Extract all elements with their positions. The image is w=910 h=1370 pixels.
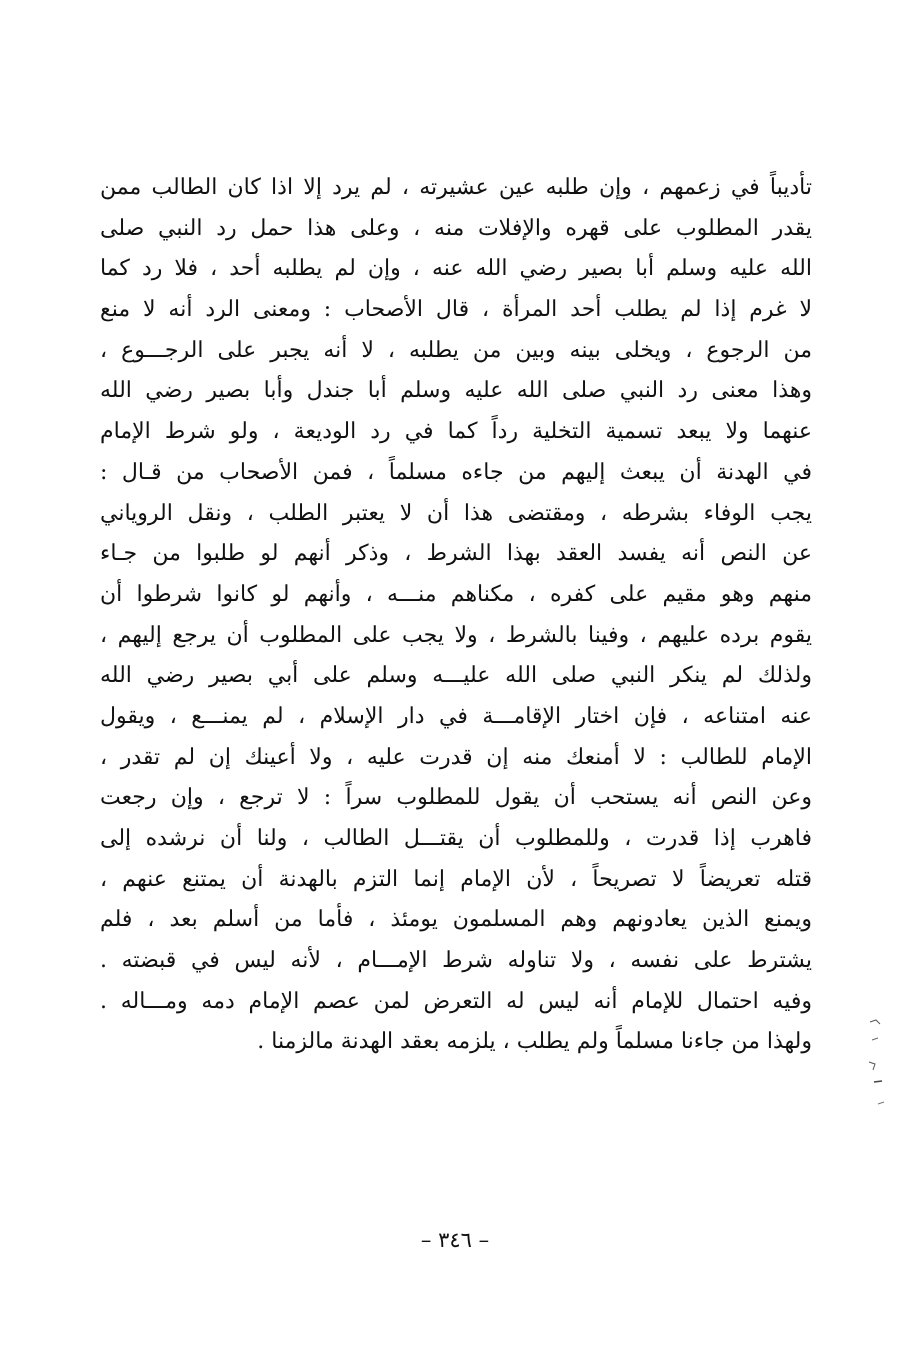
text-line: ولذلك لم ينكر النبي صلى الله عليـــه وسلم على أبي بصير رضي الله: [100, 663, 812, 689]
text-line: يقوم برده عليهم ، وفينا بالشرط ، ولا يجب على المطلوب أن يرجع إليهم ،: [100, 622, 812, 648]
text-line: وعن النص أنه يستحب أن يقول للمطلوب سراً : لا ترجع ، وإن رجعت: [100, 785, 812, 811]
text-line: ولهذا من جاءنا مسلماً ولم يطلب ، يلزمه بعقد الهدنة مالزمنا .: [257, 1029, 812, 1055]
text-line: يجب الوفاء بشرطه ، ومقتضى هذا أن لا يعتبر الطلب ، ونقل الروياني: [100, 500, 812, 526]
text-line: لا غرم إذا لم يطلب أحد المرأة ، قال الأصحاب : ومعنى الرد أنه لا منع: [100, 297, 812, 323]
text-line: الله عليه وسلم أبا بصير رضي الله عنه ، وإن لم يطلبه أحد ، فلا رد كما: [100, 256, 812, 282]
text-line: قتله تعريضاً لا تصريحاً ، لأن الإمام إنما التزم بالهدنة أن يمتنع عنهم ،: [100, 866, 812, 892]
text-line: منهم وهو مقيم على كفره ، مكناهم منـــه ، وأنهم لو كانوا شرطوا أن: [100, 581, 812, 607]
text-line: يقدر المطلوب على قهره والإفلات منه ، وعلى هذا حمل رد النبي صلى: [100, 215, 812, 241]
text-line: عنهما ولا يبعد تسمية التخلية رداً كما في رد الوديعة ، ولو شرط الإمام: [100, 419, 812, 445]
text-line: من الرجوع ، ويخلى بينه وبين من يطلبه ، لا أنه يجبر على الرجـــوع ،: [100, 337, 812, 363]
body-text: [100, 168, 812, 1063]
margin-ink-mark: [866, 1012, 896, 1122]
text-line: الإمام للطالب : لا أمنعك منه إن قدرت عليه ، ولا أعينك إن لم تقدر ،: [100, 744, 812, 770]
text-line: وهذا معنى رد النبي صلى الله عليه وسلم أبا جندل وأبا بصير رضي الله: [100, 378, 812, 404]
text-line: في الهدنة أن يبعث إليهم من جاءه مسلماً ، فمن الأصحاب من قـال :: [100, 459, 812, 485]
text-line: عنه امتناعه ، فإن اختار الإقامـــة في دار الإسلام ، لم يمنـــع ، ويقول: [100, 703, 812, 729]
text-line: يشترط على نفسه ، ولا تناوله شرط الإمـــام ، لأنه ليس في قبضته .: [100, 948, 812, 974]
page-number: – ٣٤٦ –: [420, 1228, 490, 1252]
text-line: تأديباً في زعمهم ، وإن طلبه عين عشيرته ، لم يرد إلا اذا كان الطالب ممن: [100, 175, 812, 200]
text-line: ويمنع الذين يعادونهم وهم المسلمون يومئذ ، فأما من أسلم بعد ، فلم: [100, 907, 812, 933]
text-line: عن النص أنه يفسد العقد بهذا الشرط ، وذكر أنهم لو طلبوا من جـاء: [100, 541, 812, 567]
text-line: فاهرب إذا قدرت ، وللمطلوب أن يقتـــل الطالب ، ولنا أن نرشده إلى: [100, 826, 812, 851]
text-line: وفيه احتمال للإمام أنه ليس له التعرض لمن عصم الإمام دمه ومـــاله .: [100, 988, 812, 1014]
